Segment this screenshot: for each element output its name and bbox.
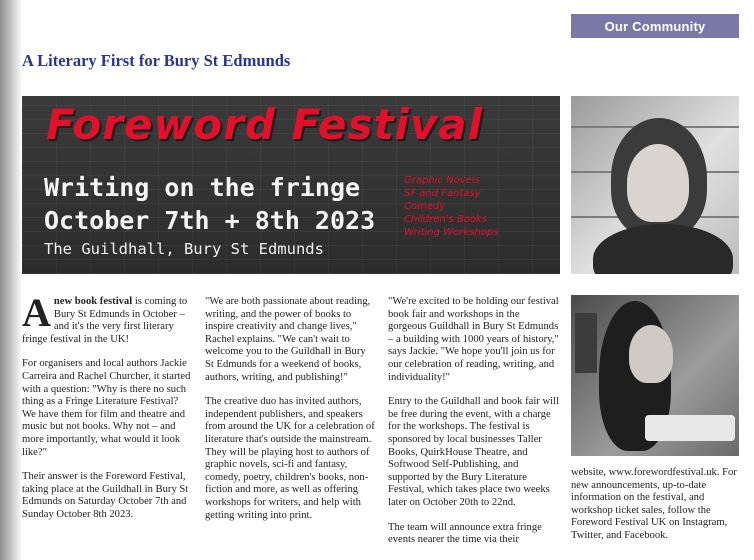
article-paragraph: The team will announce extra fringe events nearer the time via their bbox=[388, 521, 542, 546]
banner-tagline: Writing on the fringe bbox=[44, 173, 361, 202]
article-paragraph: website, www.forewordfestival.uk. For new announcements, up-to-date information on the festival, and workshop ticket sales, follow the Foreword Festival UK on Instagram, Twitter, and Facebook. bbox=[571, 467, 737, 541]
genre-item: SF and Fantasy bbox=[404, 188, 481, 199]
banner-venue: The Guildhall, Bury St Edmunds bbox=[44, 240, 324, 258]
article-column-3 bbox=[388, 296, 560, 559]
banner-title: Foreword Festival bbox=[46, 100, 484, 149]
article-column-4 bbox=[571, 467, 743, 543]
drop-cap: A bbox=[22, 290, 51, 335]
banner-genres bbox=[404, 174, 554, 239]
section-tab: Our Community bbox=[571, 14, 739, 38]
article-paragraph: Their answer is the Foreword Festival, taking place at the Guildhall in Bury St Edmunds on Saturday October 7th and Sunday October 8th 2023. bbox=[22, 471, 189, 520]
article-paragraph: The creative duo has invited authors, independent publishers, and speakers from around the UK for a celebration of literature that's outside the mainstream. They will be playing host to authors of graphic novels, sci-fi and fantasy, comedy, poetry, children's books, non-fiction and more, as well as offering workshops for writers, and help with getting writing into print. bbox=[205, 396, 375, 521]
article-column-1 bbox=[22, 290, 194, 534]
organiser-portrait-photo bbox=[571, 96, 739, 274]
article-paragraph: "We are both passionate about reading, writing, and the power of books to inspire creativity and change lives," Rachel explains. "We can't wait to welcome you to the Guildhall in Bury St Edmunds for a weekend of books, authors, writing, and publishing!" bbox=[205, 296, 371, 383]
lead-text: is coming to Bury St Edmunds in October – and it's the very first literary fringe festival in the UK! bbox=[22, 296, 188, 345]
article-column-2 bbox=[205, 296, 377, 534]
organiser-reading-photo bbox=[571, 295, 739, 456]
article-paragraph bbox=[22, 290, 194, 346]
festival-banner bbox=[22, 96, 560, 274]
article-paragraph: "We're excited to be holding our festival book fair and workshops in the gorgeous Guildhall in Bury St Edmunds – a building with 1000 years of history," says Jackie. "We hope you'll join us for our celebration of reading, writing, and individuality!" bbox=[388, 296, 559, 383]
article-paragraph: Entry to the Guildhall and book fair will be free during the event, with a charge for the workshops. The festival is sponsored by local businesses Taller Books, QuirkHouse Theatre, and Softwood Self-Publishing, and supported by the Bury Literature Festival, which takes place two weeks later on October 20th to 22nd. bbox=[388, 396, 559, 508]
genre-item: Graphic Novels bbox=[404, 175, 480, 186]
article-headline: A Literary First for Bury St Edmunds bbox=[22, 51, 291, 70]
genre-item: Writing Workshops bbox=[404, 227, 499, 238]
banner-dates: October 7th + 8th 2023 bbox=[44, 206, 376, 235]
page-gutter-shadow bbox=[0, 0, 22, 560]
genre-item: Comedy bbox=[404, 201, 446, 212]
article-paragraph: For organisers and local authors Jackie Carreira and Rachel Churcher, it started with a question: "Why is there no such thing as a Fringe Literature Festival? We have them for film and theatre and music but not books. Why not – and more importantly, what would it look like?" bbox=[22, 358, 191, 458]
genre-item: Children's Books bbox=[404, 214, 488, 225]
lead-bold: new book festival bbox=[53, 296, 133, 307]
